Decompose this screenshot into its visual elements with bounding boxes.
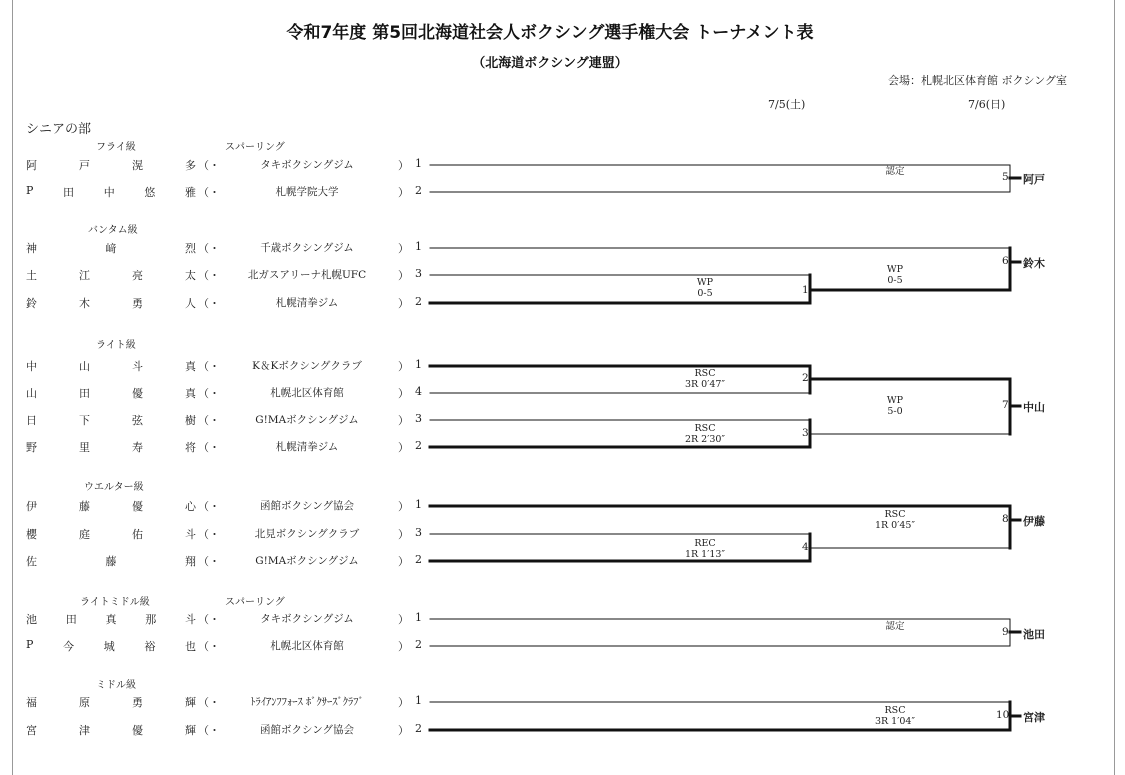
fighter-club: 札幌清拳ジム	[275, 297, 339, 309]
paren-open: （・	[198, 696, 220, 709]
bout-number: 5	[1002, 171, 1009, 183]
paren-close: ）	[398, 500, 409, 513]
fighter-name: 阿 戸 滉 多	[26, 159, 196, 172]
bout-number: 7	[1002, 399, 1009, 411]
winner-label: 鈴木	[1023, 257, 1045, 270]
fighter-club: 札幌北区体育館	[270, 387, 344, 399]
paren-open: （・	[198, 297, 220, 310]
paren-open: （・	[198, 500, 220, 513]
fighter-seed: 1	[415, 694, 422, 707]
paren-open: （・	[198, 242, 220, 255]
class-name: バンタム級	[88, 225, 138, 236]
result-label: WP 0-5	[696, 277, 714, 299]
fighter-seed: 1	[415, 498, 422, 511]
fighter-club: 北見ボクシングクラブ	[254, 528, 360, 540]
paren-open: （・	[198, 186, 220, 199]
fighter-club: タキボクシングジム	[260, 613, 354, 625]
fighter-seed: 2	[415, 553, 422, 566]
winner-label: 伊藤	[1023, 515, 1045, 528]
class-name: ライトミドル級	[80, 597, 150, 608]
fighter-club: 千歳ボクシングジム	[260, 242, 354, 254]
fighter-seed: 2	[415, 722, 422, 735]
winner-label: 池田	[1023, 628, 1045, 641]
section-title: シニアの部	[26, 122, 92, 137]
fighter-name: 土 江 亮 太	[26, 269, 196, 282]
paren-close: ）	[398, 414, 409, 427]
bout-number: 8	[1002, 513, 1009, 525]
fighter-club: 函館ボクシング協会	[259, 724, 355, 736]
class-name: ウエルター級	[84, 482, 144, 493]
fighter-seed: 2	[415, 638, 422, 651]
bout-number: 4	[802, 541, 809, 553]
result-label: WP 0-5	[886, 264, 904, 286]
fighter-name: 野 里 寿 将	[26, 441, 196, 454]
result-label: RSC 2R 2′30″	[684, 423, 726, 445]
bout-number: 10	[996, 709, 1010, 721]
class-name: フライ級	[96, 142, 136, 153]
class-name: ライト級	[96, 340, 136, 351]
fighter-name: 櫻 庭 佑 斗	[26, 528, 196, 541]
fighter-name: 伊 藤 優 心	[26, 500, 196, 513]
paren-open: （・	[198, 441, 220, 454]
date-round-1: 7/5(土)	[768, 98, 806, 111]
bout-number: 2	[802, 372, 809, 384]
fighter-name: 池 田 真 那 斗	[26, 613, 196, 626]
paren-open: （・	[198, 360, 220, 373]
fighter-club: 札幌学院大学	[275, 186, 339, 198]
fighter-name: 佐 藤 翔	[26, 555, 196, 568]
fighter-seed: 3	[415, 267, 422, 280]
page-title: 令和7年度 第5回北海道社会人ボクシング選手権大会 トーナメント表	[286, 23, 814, 43]
date-round-2: 7/6(日)	[968, 98, 1006, 111]
fighter-club: ﾄﾗｲｱﾝﾌﾌｫｰｽ ﾎﾞｸｻｰｽﾞｸﾗﾌﾞ	[250, 696, 364, 708]
fighter-club: K＆Kボクシングクラブ	[252, 360, 362, 372]
fighter-name: 宮 津 優 輝	[26, 724, 196, 737]
paren-open: （・	[198, 414, 220, 427]
class-tag: スパーリング	[225, 597, 285, 608]
fighter-name: 中 山 斗 真	[26, 360, 196, 373]
paren-close: ）	[398, 269, 409, 282]
fighter-name: 神 﨑 烈	[26, 242, 196, 255]
page-subtitle: （北海道ボクシング連盟）	[472, 56, 628, 71]
paren-close: ）	[398, 186, 409, 199]
result-label: REC 1R 1′13″	[684, 538, 726, 560]
fighter-seed: 3	[415, 412, 422, 425]
fighter-club: 北ガスアリーナ札幌UFC	[247, 269, 367, 281]
paren-close: ）	[398, 696, 409, 709]
result-label: RSC 1R 0′45″	[874, 509, 916, 531]
bout-number: 3	[802, 427, 809, 439]
result-label: 認定	[885, 166, 905, 177]
bout-number: 6	[1002, 255, 1009, 267]
fighter-name: P 田 中 悠 雅	[26, 184, 196, 199]
paren-close: ）	[398, 528, 409, 541]
paren-close: ）	[398, 441, 409, 454]
winner-label: 阿戸	[1023, 173, 1045, 186]
fighter-name: 山 田 優 真	[26, 387, 196, 400]
paren-close: ）	[398, 613, 409, 626]
paren-open: （・	[198, 555, 220, 568]
winner-label: 中山	[1023, 401, 1045, 414]
fighter-seed: 3	[415, 526, 422, 539]
result-label: WP 5-0	[886, 395, 904, 417]
paren-close: ）	[398, 640, 409, 653]
result-label: 認定	[885, 621, 905, 632]
fighter-seed: 1	[415, 611, 422, 624]
paren-open: （・	[198, 724, 220, 737]
fighter-seed: 1	[415, 240, 422, 253]
result-label: RSC 3R 0′47″	[684, 368, 726, 390]
paren-close: ）	[398, 360, 409, 373]
paren-open: （・	[198, 613, 220, 626]
fighter-club: G!MAボクシングジム	[255, 414, 359, 426]
paren-close: ）	[398, 555, 409, 568]
class-name: ミドル級	[96, 680, 136, 691]
fighter-club: 函館ボクシング協会	[259, 500, 355, 512]
fighter-seed: 2	[415, 295, 422, 308]
fighter-seed: 2	[415, 184, 422, 197]
fighter-name: 福 原 勇 輝	[26, 696, 196, 709]
paren-close: ）	[398, 297, 409, 310]
result-label: RSC 3R 1′04″	[874, 705, 916, 727]
venue-label: 会場：札幌北区体育館 ボクシング室	[888, 74, 1068, 87]
fighter-name: 日 下 弦 樹	[26, 414, 196, 427]
fighter-seed: 1	[415, 157, 422, 170]
paren-close: ）	[398, 387, 409, 400]
class-tag: スパーリング	[225, 142, 285, 153]
fighter-club: 札幌清拳ジム	[275, 441, 339, 453]
paren-close: ）	[398, 242, 409, 255]
winner-label: 宮津	[1023, 711, 1045, 724]
bout-number: 1	[802, 284, 809, 296]
fighter-name: 鈴 木 勇 人	[26, 297, 196, 310]
paren-open: （・	[198, 269, 220, 282]
fighter-seed: 1	[415, 358, 422, 371]
bout-number: 9	[1002, 626, 1009, 638]
paren-open: （・	[198, 640, 220, 653]
fighter-seed: 2	[415, 439, 422, 452]
fighter-club: G!MAボクシングジム	[255, 555, 359, 567]
fighter-club: 札幌北区体育館	[270, 640, 344, 652]
paren-open: （・	[198, 528, 220, 541]
paren-close: ）	[398, 724, 409, 737]
paren-close: ）	[398, 159, 409, 172]
fighter-club: タキボクシングジム	[260, 159, 354, 171]
paren-open: （・	[198, 387, 220, 400]
fighter-name: P 今 城 裕 也	[26, 638, 196, 653]
fighter-seed: 4	[415, 385, 422, 398]
paren-open: （・	[198, 159, 220, 172]
